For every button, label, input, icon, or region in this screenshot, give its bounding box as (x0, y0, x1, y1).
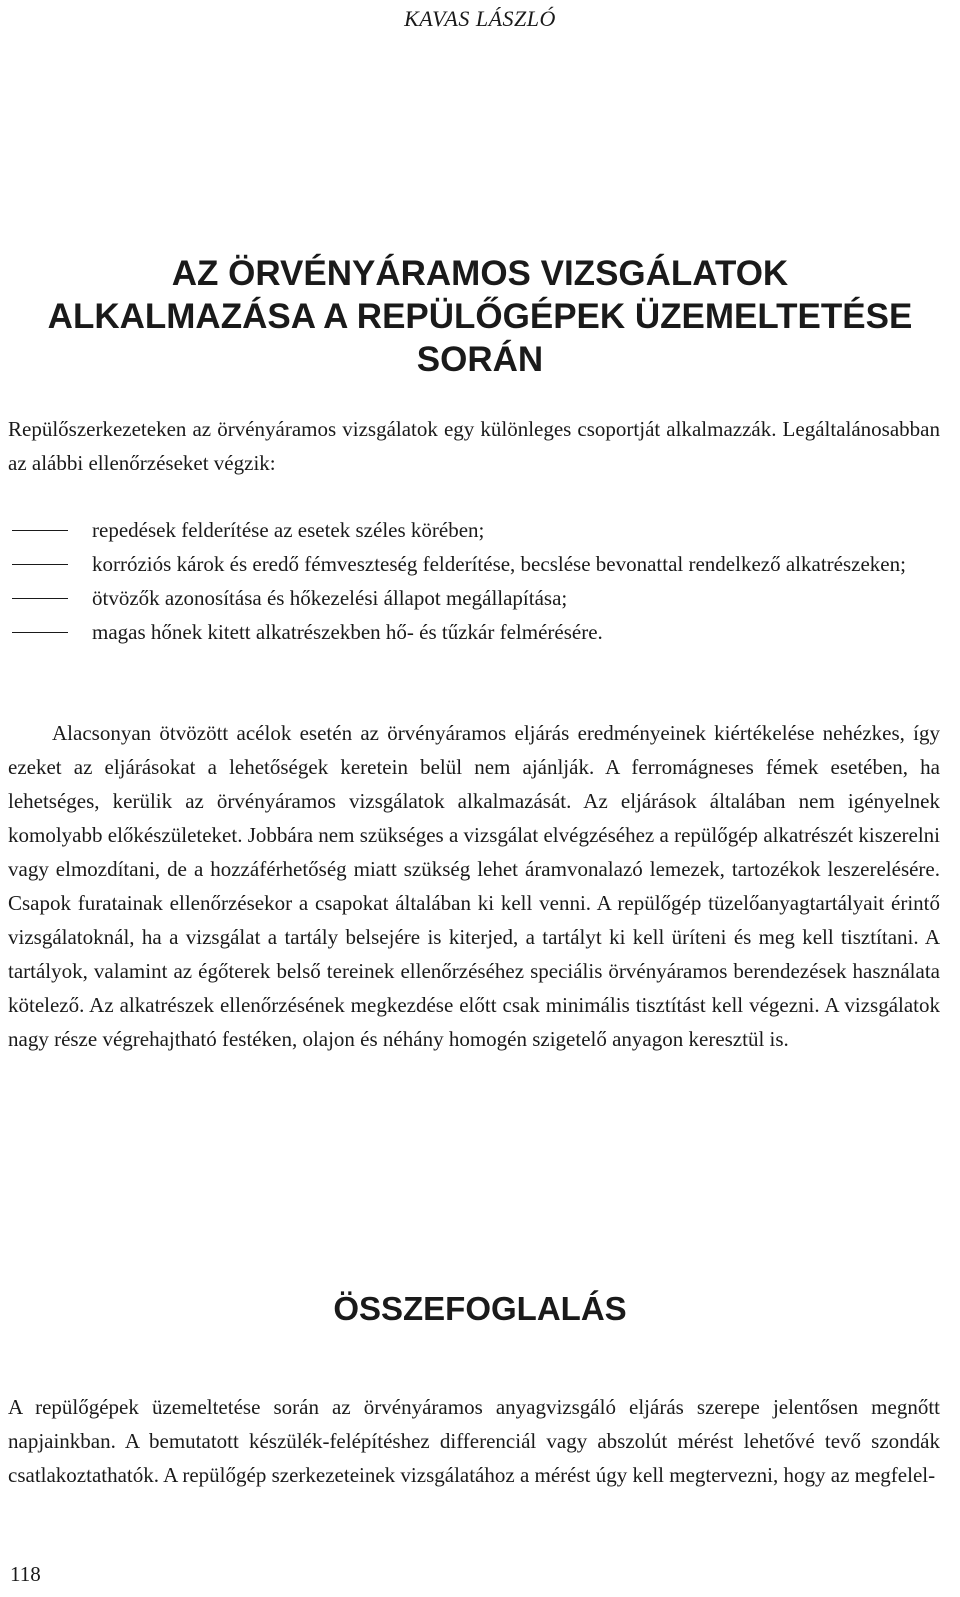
list-item (8, 513, 940, 547)
title-line: ALKALMAZÁSA A REPÜLŐGÉPEK ÜZEMELTETÉSE (47, 297, 913, 336)
dash-marker (12, 598, 68, 599)
list-item (8, 547, 940, 581)
section-heading: ÖSSZEFOGLALÁS (333, 1290, 627, 1327)
summary-paragraph (8, 1390, 940, 1492)
list-item (8, 615, 940, 649)
running-head: KAVAS LÁSZLÓ (404, 6, 556, 31)
body-paragraph (8, 716, 940, 1056)
paragraph-text: Alacsonyan ötvözött acélok esetén az örvényáramos eljárás eredményeinek kiértékelése nehézkes, így ezeket az eljárásokat a lehetőségek keretein belül nem ajánlják. A ferromágneses fémek esetében, ha lehetséges, kerülik az örvényáramos vizsgálatok alkalmazását. Az eljárások általában nem igényelnek komolyabb előkészületeket. Jobbára nem szükséges a vizsgálat elvégzéséhez a repülőgép alkatrészét kiszerelni vagy elmozdítani, de a hozzáférhetőség miatt szükség lehet áramvonalazó lemezek, tartozékok leszerelésére. Csapok furatainak ellenőrzésekor a csapokat általában ki kell venni. A repülőgép tüzelőanyagtartályait érintő vizsgálatoknál, ha a vizsgálat a tartály belsejére is kiterjed, a tartályt ki kell üríteni és meg kell tisztítani. A tartályok, valamint az égőterek belső tereinek ellenőrzéséhez speciális örvényáramos berendezések használata kötelező. Az alkatrészek ellenőrzésének megkezdése előtt csak minimális tisztítást kell végezni. A vizsgálatok nagy része végrehajtható festéken, olajon és néhány homogén szigetelő anyagon keresztül is. (8, 721, 940, 1051)
list-item-text: magas hőnek kitett alkatrészekben hő- és tűzkár felmérésére. (92, 620, 603, 644)
title-line: AZ ÖRVÉNYÁRAMOS VIZSGÁLATOK (171, 254, 789, 293)
list-item-text: korróziós károk és eredő fémveszteség felderítése, becslése bevonattal rendelkező alkatrészeken; (92, 552, 906, 576)
article-title (0, 252, 960, 381)
intro-text: Repülőszerkezeteken az örvényáramos vizsgálatok egy különleges csoportját alkalmazzák. Legáltalánosabban az alábbi ellenőrzéseket végzik: (8, 417, 940, 475)
intro-paragraph (8, 412, 940, 480)
list-item-text: ötvözők azonosítása és hőkezelési állapot megállapítása; (92, 586, 568, 610)
summary-text: A repülőgépek üzemeltetése során az örvényáramos anyagvizsgáló eljárás szerepe jelentősen megnőtt napjainkban. A bemutatott készülék-felépítéshez differenciál vagy abszolút mérést lehetővé tevő szondák csatlakoztathatók. A repülőgép szerkezeteinek vizsgálatához a mérést úgy kell megtervezni, hogy az megfelel- (8, 1395, 940, 1487)
list-item-text: repedések felderítése az esetek széles körében; (92, 518, 485, 542)
page-number: 118 (10, 1562, 41, 1586)
dash-marker (12, 530, 68, 531)
list-item (8, 581, 940, 615)
inspection-list (8, 513, 940, 649)
title-line: SORÁN (416, 340, 544, 379)
dash-marker (12, 632, 68, 633)
dash-marker (12, 564, 68, 565)
